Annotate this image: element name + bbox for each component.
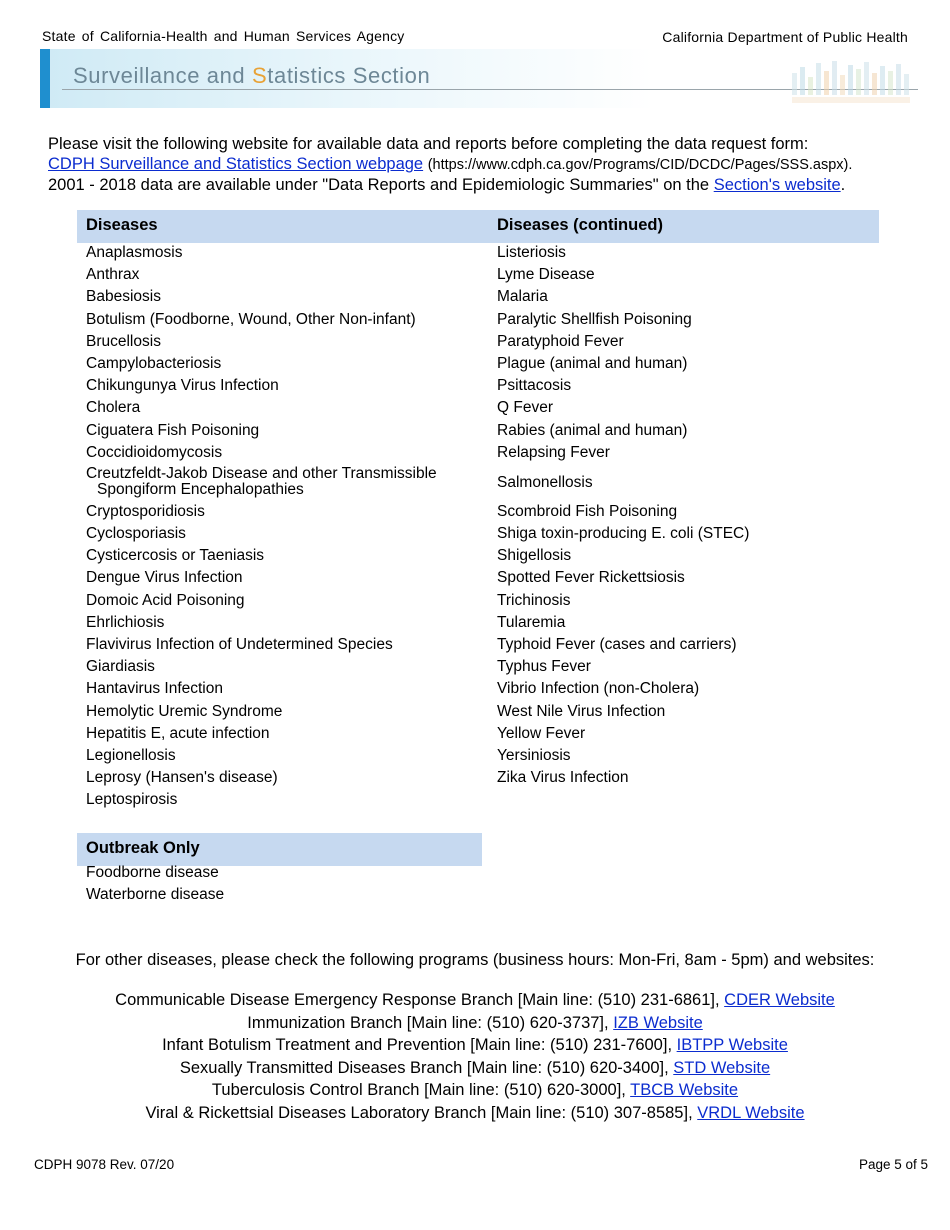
disease-item: Ciguatera Fish Poisoning xyxy=(86,421,260,439)
disease-item: Anthrax xyxy=(86,266,140,284)
disease-item: Campylobacteriosis xyxy=(86,354,222,372)
diseases-header: Diseases xyxy=(77,210,488,243)
disease-item: Lyme Disease xyxy=(497,266,595,284)
disease-item: Hantavirus Infection xyxy=(86,680,223,698)
disease-item: Brucellosis xyxy=(86,332,161,350)
disease-item: West Nile Virus Infection xyxy=(497,702,666,720)
disease-item: Q Fever xyxy=(497,399,553,417)
disease-item: Leptospirosis xyxy=(86,791,178,809)
disease-item-line-2: Spongiform Encephalopathies xyxy=(97,480,304,498)
section-title xyxy=(73,63,430,89)
page-number: Page 5 of 5 xyxy=(858,1157,928,1172)
disease-item: Relapsing Fever xyxy=(497,443,610,461)
program-contact-text: Viral & Rickettsial Diseases Laboratory Branch [Main line: (510) 307-8585], xyxy=(145,1103,698,1122)
disease-item: Malaria xyxy=(497,288,548,306)
program-contact-text: Infant Botulism Treatment and Prevention [Main line: (510) 231-7600], xyxy=(162,1036,677,1055)
intro-line-3-text: 2001 - 2018 data are available under "Data Reports and Epidemiologic Summaries" on the xyxy=(48,176,714,194)
sss-webpage-link[interactable]: CDPH Surveillance and Statistics Section webpage xyxy=(48,155,424,173)
program-contact xyxy=(0,1034,950,1057)
program-contact-text: Communicable Disease Emergency Response Branch [Main line: (510) 231-6861], xyxy=(115,991,725,1009)
intro-line-2 xyxy=(48,154,918,175)
disease-item-line-1: Creutzfeldt-Jakob Disease and other Transmissible xyxy=(86,464,437,482)
disease-item: Zika Virus Infection xyxy=(497,769,629,787)
diseases-list xyxy=(86,242,486,812)
section-banner xyxy=(40,49,918,108)
section-title-prefix: Surveillance and xyxy=(73,63,252,88)
disease-item: Typhus Fever xyxy=(497,658,591,676)
other-diseases-note: For other diseases, please check the following programs (business hours: Mon-Fri, 8am - 5pm) and websites: xyxy=(75,951,875,969)
disease-item: Typhoid Fever (cases and carriers) xyxy=(497,636,737,653)
disease-item: Legionellosis xyxy=(86,746,176,764)
disease-item: Spotted Fever Rickettsiosis xyxy=(497,569,685,587)
disease-item: Tularemia xyxy=(497,613,566,631)
disease-item: Trichinosis xyxy=(497,591,571,609)
disease-item: Paratyphoid Fever xyxy=(497,332,624,350)
disease-item: Anaplasmosis xyxy=(86,244,183,261)
ibtpp-website-link[interactable]: IBTPP Website xyxy=(676,1036,788,1055)
disease-item: Vibrio Infection (non-Cholera) xyxy=(497,680,700,698)
disease-item: Cysticercosis or Taeniasis xyxy=(86,547,265,565)
program-contact xyxy=(0,1057,950,1080)
disease-item: Domoic Acid Poisoning xyxy=(86,591,245,609)
disease-item: Hepatitis E, acute infection xyxy=(86,724,270,742)
disease-item: Plague (animal and human) xyxy=(497,354,688,372)
vrdl-website-link[interactable]: VRDL Website xyxy=(697,1103,805,1122)
bar-graph-logo-icon xyxy=(790,59,914,105)
disease-item: Coccidioidomycosis xyxy=(86,443,223,461)
outbreak-list xyxy=(86,862,466,906)
tbcb-website-link[interactable]: TBCB Website xyxy=(630,1081,739,1100)
program-contact-text: Sexually Transmitted Diseases Branch [Main line: (510) 620-3400], xyxy=(179,1058,674,1077)
disease-item: Cyclosporiasis xyxy=(86,525,186,543)
program-contact xyxy=(0,1079,950,1102)
std-website-link[interactable]: STD Website xyxy=(673,1058,771,1077)
intro-line-3-end: . xyxy=(840,176,846,194)
intro-paragraph xyxy=(48,134,918,195)
banner-accent-bar xyxy=(40,49,50,108)
program-contacts-list xyxy=(0,989,950,1125)
diseases-continued-header: Diseases (continued) xyxy=(488,210,879,243)
disease-item: Yellow Fever xyxy=(497,724,586,742)
outbreak-only-header: Outbreak Only xyxy=(77,833,482,866)
program-contact-text: Tuberculosis Control Branch [Main line: (510) 620-3000], xyxy=(211,1081,631,1100)
disease-item: Scombroid Fish Poisoning xyxy=(497,502,678,520)
disease-item: Giardiasis xyxy=(86,658,155,676)
disease-item: Paralytic Shellfish Poisoning xyxy=(497,310,692,328)
agency-name: State of California-Health and Human Services Agency xyxy=(42,28,405,44)
disease-item: Cryptosporidiosis xyxy=(86,502,205,520)
disease-item: Leprosy (Hansen's disease) xyxy=(86,769,278,787)
disease-item: Listeriosis xyxy=(497,244,566,261)
program-contact xyxy=(0,1012,950,1035)
disease-item: Psittacosis xyxy=(497,377,572,395)
section-title-suffix: tatistics Section xyxy=(267,63,431,88)
disease-item: Hemolytic Uremic Syndrome xyxy=(86,702,283,720)
program-contact-text: Immunization Branch [Main line: (510) 620-3737], xyxy=(247,1013,614,1032)
cder-website-link[interactable]: CDER Website xyxy=(724,991,835,1009)
disease-item: Dengue Virus Infection xyxy=(86,569,243,587)
diseases-continued-list xyxy=(497,242,877,789)
disease-item: Babesiosis xyxy=(86,288,161,306)
form-number: CDPH 9078 Rev. 07/20 xyxy=(34,1157,175,1172)
disease-item: Cholera xyxy=(86,399,141,417)
disease-item: Chikungunya Virus Infection xyxy=(86,377,279,395)
disease-item: Salmonellosis xyxy=(497,473,593,491)
disease-item: Rabies (animal and human) xyxy=(497,421,688,439)
outbreak-item: Foodborne disease xyxy=(86,864,219,881)
disease-item: Botulism (Foodborne, Wound, Other Non-infant) xyxy=(86,310,416,328)
sss-webpage-url: (https://www.cdph.ca.gov/Programs/CID/DCDC/Pages/SSS.aspx). xyxy=(427,157,853,173)
disease-item: Shigellosis xyxy=(497,547,572,565)
department-name: California Department of Public Health xyxy=(662,29,908,45)
intro-line-3 xyxy=(48,175,918,195)
izb-website-link[interactable]: IZB Website xyxy=(613,1013,703,1032)
disease-item: Flavivirus Infection of Undetermined Species xyxy=(86,636,393,653)
section-title-accent: S xyxy=(251,63,268,88)
disease-item: Ehrlichiosis xyxy=(86,613,165,631)
section-website-link[interactable]: Section's website xyxy=(713,176,841,194)
outbreak-item: Waterborne disease xyxy=(86,886,225,904)
disease-item: Yersiniosis xyxy=(497,746,571,764)
disease-item: Shiga toxin-producing E. coli (STEC) xyxy=(497,525,750,543)
disease-item xyxy=(86,464,486,501)
program-contact xyxy=(0,989,950,1012)
program-contact xyxy=(0,1102,950,1125)
intro-line-1: Please visit the following website for available data and reports before completing the data request form: xyxy=(48,135,809,153)
